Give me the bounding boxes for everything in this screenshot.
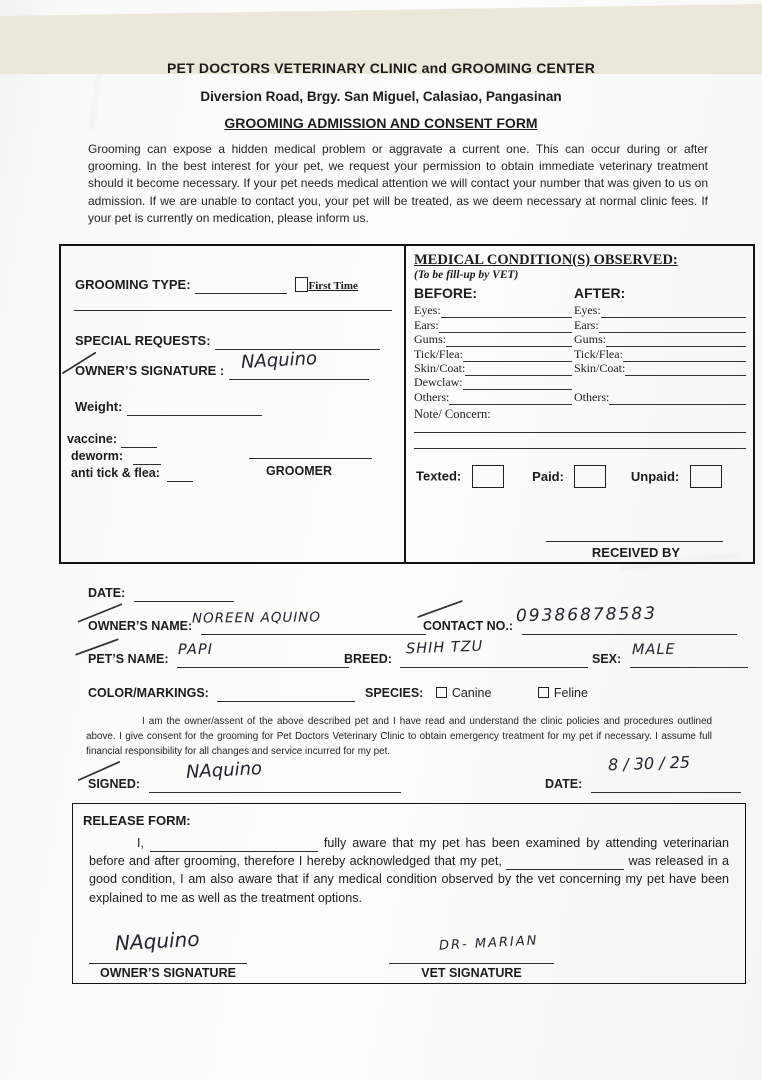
release-blank-1 bbox=[150, 837, 318, 852]
row-label: Dewclaw: bbox=[414, 375, 463, 390]
signed-date-handwriting: 8 / 30 / 25 bbox=[607, 752, 691, 775]
groomer-label: GROOMER bbox=[266, 464, 332, 478]
anti-tick-flea-label: anti tick & flea: bbox=[71, 466, 160, 480]
vaccine-label: vaccine: bbox=[67, 432, 118, 446]
pen-stroke bbox=[417, 600, 463, 618]
clinic-name: PET DOCTORS VETERINARY CLINIC and GROOMING CENTER bbox=[166, 60, 596, 76]
row-blank bbox=[601, 306, 746, 318]
sex-handwriting: MALE bbox=[631, 641, 676, 659]
medical-subtitle: (To be fill-up by VET) bbox=[414, 269, 519, 281]
release-seg2: fully aware that my pet has been examined by attending veterinarian before and after grooming, therefore I hereby acknowledged that my pet, bbox=[89, 836, 730, 869]
release-seg3: was released in a good condition, I am also aware that if any medical condition observed by the vet concerning my pet have been explained to me as well as the treatment options. bbox=[89, 854, 730, 905]
row-label: Ears: bbox=[574, 317, 599, 332]
row-blank bbox=[465, 364, 572, 376]
color-markings-blank bbox=[217, 688, 355, 702]
row-label: Gums: bbox=[574, 332, 607, 347]
owner-signature-handwriting: NAquino bbox=[240, 348, 318, 373]
medical-rows bbox=[414, 304, 746, 405]
pet-name-handwriting: PAPI bbox=[177, 641, 214, 659]
unpaid-label: Unpaid: bbox=[630, 468, 680, 484]
deworm-blank bbox=[133, 451, 161, 465]
texted-label: Texted: bbox=[416, 468, 462, 484]
date-label: DATE: bbox=[88, 586, 126, 600]
canine-label: Canine bbox=[451, 686, 492, 700]
row-label: Skin/Coat: bbox=[574, 360, 626, 375]
species-label: SPECIES: bbox=[365, 686, 424, 700]
release-owner-signature-label: OWNER’S SIGNATURE bbox=[100, 966, 236, 980]
special-requests-label: SPECIAL REQUESTS: bbox=[75, 333, 211, 348]
release-paragraph bbox=[89, 834, 729, 907]
row-label: Ears: bbox=[414, 317, 439, 332]
grooming-type-label: GROOMING TYPE: bbox=[75, 277, 191, 292]
first-time-label: First Time bbox=[308, 280, 358, 292]
release-vet-signature-label: VET SIGNATURE bbox=[421, 966, 522, 980]
vaccine-blank bbox=[121, 434, 157, 448]
row-label: Tick/Flea: bbox=[414, 346, 463, 361]
row-blank bbox=[463, 350, 572, 362]
deworm-label: deworm: bbox=[71, 449, 124, 463]
feline-label: Feline bbox=[553, 686, 588, 700]
signed-handwriting: NAquino bbox=[185, 758, 263, 783]
note-line-2 bbox=[414, 448, 746, 449]
pet-name-label: PET’S NAME: bbox=[88, 652, 169, 666]
special-requests-blank bbox=[215, 336, 380, 350]
row-blank bbox=[449, 393, 572, 405]
first-time-checkbox bbox=[295, 277, 308, 292]
note-concern-label: Note/ Concern: bbox=[414, 407, 491, 421]
breed-handwriting: SHIH TZU bbox=[405, 638, 484, 658]
row-blank bbox=[609, 393, 746, 405]
owner-signature-line bbox=[89, 963, 247, 964]
received-by-label: RECEIVED BY bbox=[591, 545, 681, 560]
signed-date-label: DATE: bbox=[545, 777, 583, 791]
release-form-box bbox=[72, 803, 746, 984]
medical-row bbox=[414, 333, 746, 347]
signed-label: SIGNED: bbox=[88, 777, 141, 791]
medical-row bbox=[414, 347, 746, 361]
medical-row bbox=[414, 362, 746, 376]
row-label: Others: bbox=[414, 389, 450, 404]
release-owner-signature-handwriting: NAquino bbox=[114, 926, 201, 956]
paid-checkbox bbox=[574, 465, 606, 488]
grooming-panel bbox=[61, 246, 404, 562]
row-label: Gums: bbox=[414, 332, 447, 347]
owner-name-handwriting: NOREEN AQUINO bbox=[191, 609, 322, 627]
row-label: Skin/Coat: bbox=[414, 360, 466, 375]
anti-tick-flea-blank bbox=[167, 468, 193, 482]
owner-signature-label: OWNER’S SIGNATURE : bbox=[75, 363, 225, 378]
row-blank bbox=[625, 364, 746, 376]
owner-name-label: OWNER’S NAME: bbox=[88, 619, 193, 633]
after-label: AFTER: bbox=[574, 285, 626, 301]
sex-label: SEX: bbox=[592, 652, 622, 666]
vet-signature-handwriting: DR- MARIAN bbox=[438, 933, 539, 954]
admission-box bbox=[59, 244, 755, 564]
texted-checkbox bbox=[472, 465, 504, 488]
row-label: Eyes: bbox=[574, 303, 601, 318]
release-seg1: I, bbox=[137, 836, 144, 850]
medical-panel bbox=[406, 246, 751, 562]
paid-label: Paid: bbox=[532, 468, 564, 484]
medical-row bbox=[414, 390, 746, 404]
vet-signature-line bbox=[389, 963, 554, 964]
feline-checkbox bbox=[538, 687, 549, 698]
note-line-1 bbox=[414, 432, 746, 433]
row-blank bbox=[441, 306, 572, 318]
medical-title: MEDICAL CONDITION(S) OBSERVED: bbox=[414, 252, 678, 268]
row-blank bbox=[623, 350, 746, 362]
intro-paragraph: Grooming can expose a hidden medical problem or aggravate a current one. This can occur during or after grooming. In the best interest for your pet, we request your permission to obtain immediate veterinary treatment should it become necessary. If your pet needs medical attention we will contact your number that was given to us on admission. If we are unable to contact you, your pet will be treated, as we deem necessary at normal clinic fees. If your pet is currently on medication, please inform us. bbox=[88, 142, 708, 225]
row-blank bbox=[606, 335, 746, 347]
contact-handwriting: 09386878583 bbox=[515, 603, 658, 627]
consent-paragraph: I am the owner/assent of the above described pet and I have read and understand the clinic policies and procedures outlined above. I give consent for the grooming for Pet Doctors Veterinary Clinic to obtain emergency treatment for my pet if necessary. I assume full financial responsibility for all changes and service incurred for my pet. bbox=[86, 716, 712, 758]
unpaid-checkbox bbox=[690, 465, 722, 488]
contact-label: CONTACT NO.: bbox=[423, 619, 514, 633]
row-label: Others: bbox=[574, 389, 610, 404]
row-blank bbox=[446, 335, 572, 347]
groomer-line bbox=[249, 458, 372, 459]
row-blank bbox=[439, 321, 572, 333]
row-label: Eyes: bbox=[414, 303, 441, 318]
medical-row bbox=[414, 376, 746, 390]
breed-label: BREED: bbox=[344, 652, 392, 666]
release-form-title: RELEASE FORM: bbox=[83, 813, 191, 828]
form-title: GROOMING ADMISSION AND CONSENT FORM bbox=[224, 115, 538, 131]
clinic-address: Diversion Road, Brgy. San Miguel, Calasiao, Pangasinan bbox=[200, 89, 562, 104]
release-blank-2 bbox=[506, 855, 624, 870]
row-blank bbox=[463, 378, 572, 390]
weight-blank bbox=[127, 402, 262, 416]
signed-date-blank bbox=[591, 779, 741, 793]
grooming-type-blank bbox=[195, 280, 287, 294]
row-blank bbox=[599, 321, 746, 333]
row-label: Tick/Flea: bbox=[574, 346, 623, 361]
received-by-line bbox=[546, 541, 723, 542]
medical-row bbox=[414, 304, 746, 318]
grooming-type-line2 bbox=[74, 310, 392, 311]
color-markings-label: COLOR/MARKINGS: bbox=[88, 686, 209, 700]
medical-row bbox=[414, 318, 746, 332]
weight-label: Weight: bbox=[75, 399, 123, 414]
before-label: BEFORE: bbox=[414, 285, 477, 301]
date-blank bbox=[134, 588, 234, 602]
canine-checkbox bbox=[436, 687, 447, 698]
